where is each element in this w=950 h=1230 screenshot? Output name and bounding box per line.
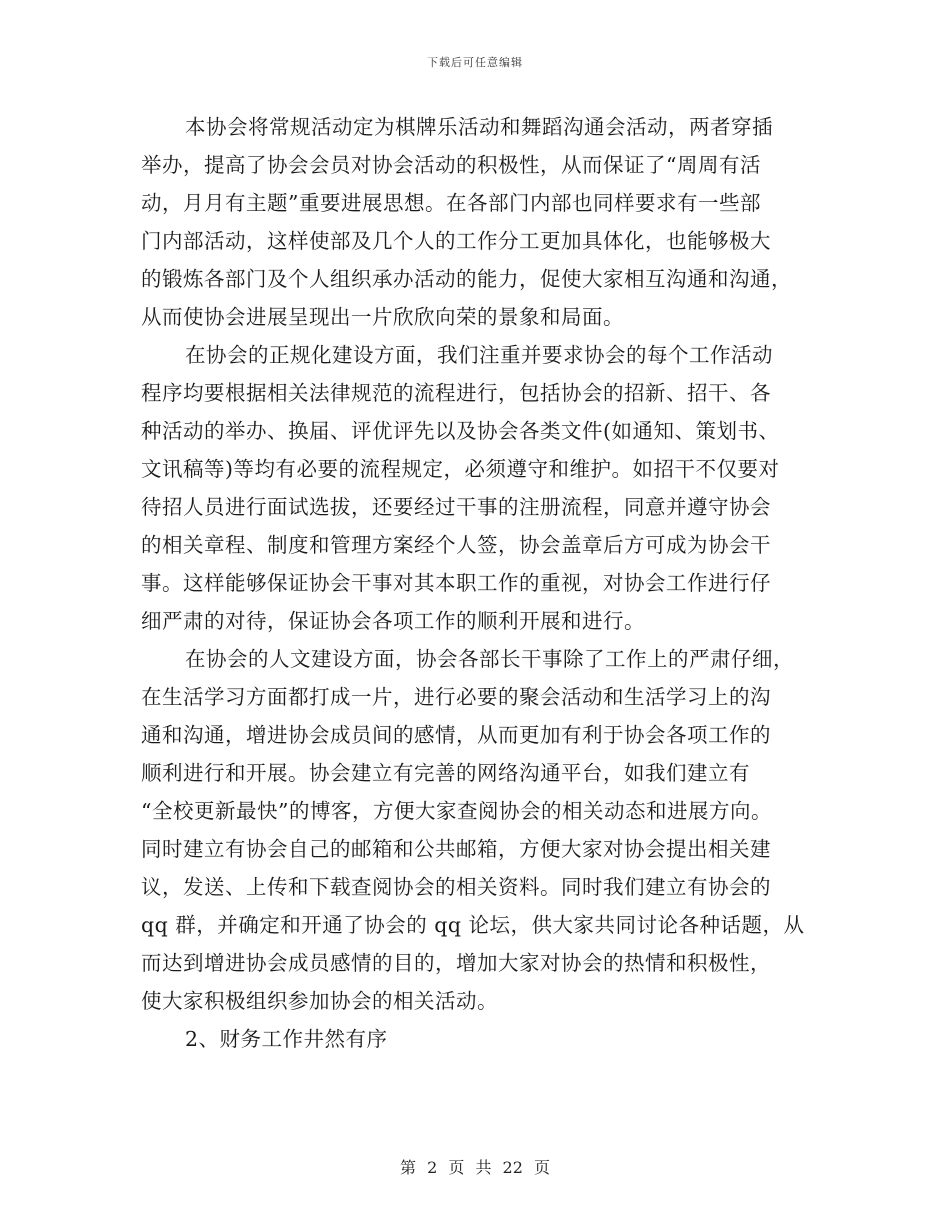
text-line: 细严肃的对待，保证协会各项工作的顺利开展和进行。: [141, 609, 645, 633]
text-line: 程序均要根据相关法律规范的流程进行，包括协会的招新、招干、各: [141, 381, 771, 405]
text-line: 门内部活动，这样使部及几个人的工作分工更加具体化，也能够极大: [141, 229, 771, 253]
text-line: 的锻炼各部门及个人组织承办活动的能力，促使大家相互沟通和沟通，: [141, 267, 792, 291]
text-line: qq 群，并确定和开通了协会的 qq 论坛，供大家共同讨论各种话题，从: [141, 913, 805, 937]
text-line: 而达到增进协会成员感情的目的，增加大家对协会的热情和积极性，: [141, 951, 771, 975]
text-line: 在生活学习方面都打成一片，进行必要的聚会活动和生活学习上的沟: [141, 685, 771, 709]
paragraph: [141, 1020, 811, 1058]
text-line: 事。这样能够保证协会干事对其本职工作的重视，对协会工作进行仔: [141, 571, 771, 595]
section-heading: 2、财务工作井然有序: [185, 1027, 388, 1051]
text-line: 种活动的举办、换届、评优评先以及协会各类文件(如通知、策划书、: [141, 419, 780, 443]
page-header: 下载后可任意编辑: [427, 56, 523, 69]
text-line: 本协会将常规活动定为棋牌乐活动和舞蹈沟通会活动，两者穿插: [185, 115, 773, 139]
document-body: [141, 108, 811, 1058]
text-line: 通和沟通，增进协会成员间的感情，从而更加有利于协会各项工作的: [141, 723, 771, 747]
text-line: 从而使协会进展呈现出一片欣欣向荣的景象和局面。: [141, 305, 624, 329]
text-line: 动，月月有主题”重要进展思想。在各部门内部也同样要求有一些部: [141, 191, 761, 215]
paragraph: [141, 108, 811, 336]
paragraph: [141, 640, 811, 1020]
text-line: 使大家积极组织参加协会的相关活动。: [141, 989, 498, 1013]
text-line: 同时建立有协会自己的邮箱和公共邮箱，方便大家对协会提出相关建: [141, 837, 771, 861]
text-line: 文讯稿等)等均有必要的流程规定，必须遵守和维护。如招干不仅要对: [141, 457, 780, 481]
text-line: 在协会的正规化建设方面，我们注重并要求协会的每个工作活动: [185, 343, 773, 367]
text-line: 议，发送、上传和下载查阅协会的相关资料。同时我们建立有协会的: [141, 875, 771, 899]
text-line: 在协会的人文建设方面，协会各部长干事除了工作上的严肃仔细，: [185, 647, 794, 671]
text-line: 待招人员进行面试选拔，还要经过干事的注册流程，同意并遵守协会: [141, 495, 771, 519]
text-line: 顺利进行和开展。协会建立有完善的网络沟通平台，如我们建立有: [141, 761, 750, 785]
paragraph: [141, 336, 811, 640]
text-line: 举办，提高了协会会员对协会活动的积极性，从而保证了“周周有活: [141, 153, 761, 177]
text-line: “全校更新最快”的博客，方便大家查阅协会的相关动态和进展方向。: [141, 799, 772, 823]
text-line: 的相关章程、制度和管理方案经个人签，协会盖章后方可成为协会干: [141, 533, 771, 557]
page-footer: 第 2 页 共 22 页: [400, 1158, 550, 1177]
